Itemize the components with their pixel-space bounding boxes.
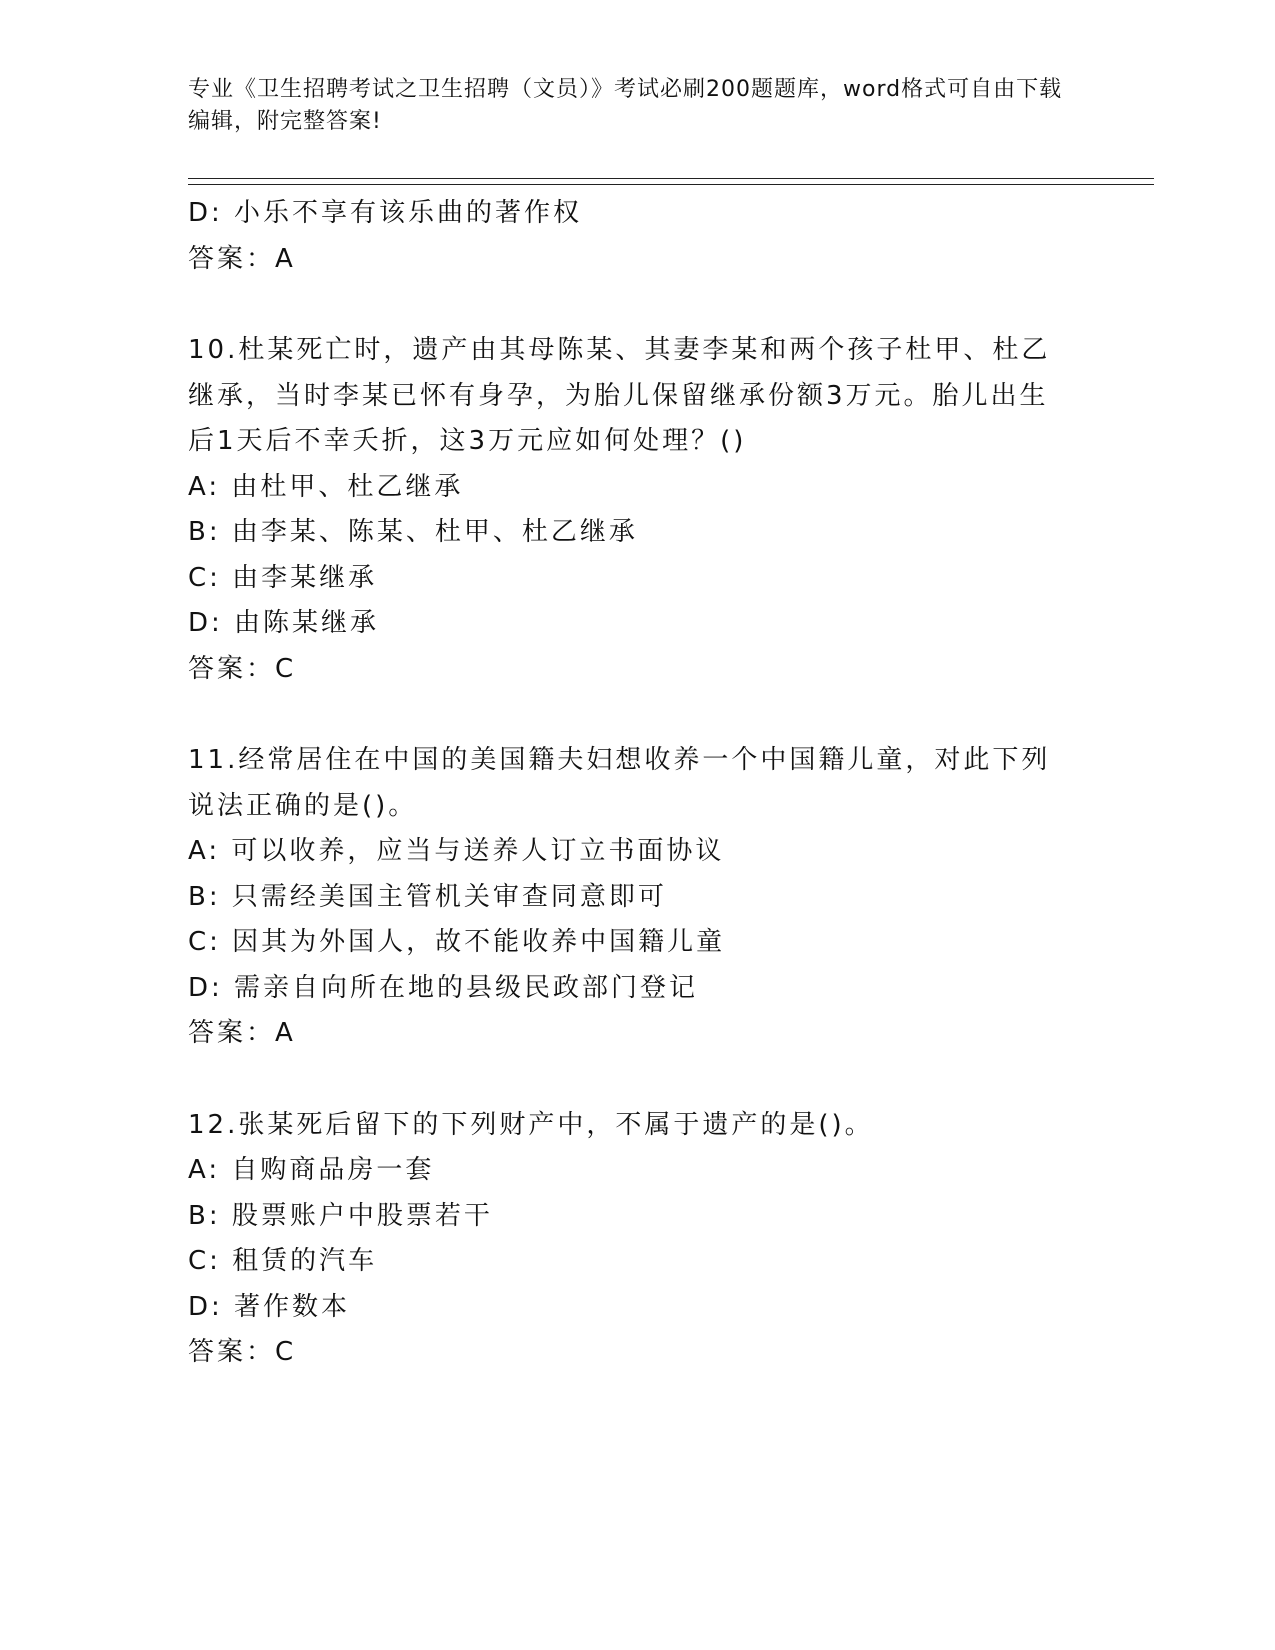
option-a: A: 可以收养，应当与送养人订立书面协议 bbox=[188, 836, 725, 866]
question-block-9 bbox=[188, 191, 1088, 282]
question-stem: 12.张某死后留下的下列财产中，不属于遗产的是()。 bbox=[188, 1109, 874, 1140]
answer-line: 答案：C bbox=[188, 1337, 297, 1367]
option-a: A: 自购商品房一套 bbox=[188, 1155, 435, 1185]
option-c: C: 由李某继承 bbox=[188, 562, 378, 593]
option-d: D: 需亲自向所在地的县级民政部门登记 bbox=[188, 972, 699, 1003]
option-c: C: 因其为外国人，故不能收养中国籍儿童 bbox=[188, 927, 726, 957]
question-stem: 10.杜某死亡时，遗产由其母陈某、其妻李某和两个孩子杜甲、杜乙继承，当时李某已怀有身孕，为胎儿保留继承份额3万元。胎儿出生后1天后不幸夭折，这3万元应如何处理？() bbox=[188, 335, 1051, 456]
question-stem: 11.经常居住在中国的美国籍夫妇想收养一个中国籍儿童，对此下列说法正确的是()。 bbox=[188, 745, 1051, 821]
option-b: B: 由李某、陈某、杜甲、杜乙继承 bbox=[188, 517, 638, 547]
option-b: B: 股票账户中股票若干 bbox=[188, 1200, 493, 1231]
spacer bbox=[188, 1057, 1088, 1103]
answer-line: 答案：C bbox=[188, 653, 297, 684]
document-header: 专业《卫生招聘考试之卫生招聘（文员）》考试必刷200题题库，word格式可自由下载编辑，附完整答案! bbox=[188, 77, 1063, 134]
option-a: A: 由杜甲、杜乙继承 bbox=[188, 471, 464, 502]
option-d: D: 著作数本 bbox=[188, 1291, 351, 1322]
question-content bbox=[188, 191, 1088, 1376]
option-d: D: 小乐不享有该乐曲的著作权 bbox=[188, 198, 583, 228]
header-rule-top bbox=[188, 178, 1154, 179]
answer-line: 答案：A bbox=[188, 1018, 296, 1048]
header-rule-bottom bbox=[188, 184, 1154, 185]
option-d: D: 由陈某继承 bbox=[188, 608, 380, 638]
answer-line: 答案：A bbox=[188, 243, 296, 274]
spacer bbox=[188, 692, 1088, 738]
spacer bbox=[188, 282, 1088, 328]
option-b: B: 只需经美国主管机关审查同意即可 bbox=[188, 881, 667, 912]
question-block-10 bbox=[188, 328, 1088, 692]
question-block-11 bbox=[188, 738, 1088, 1057]
option-c: C: 租赁的汽车 bbox=[188, 1246, 378, 1276]
question-block-12 bbox=[188, 1103, 1088, 1376]
